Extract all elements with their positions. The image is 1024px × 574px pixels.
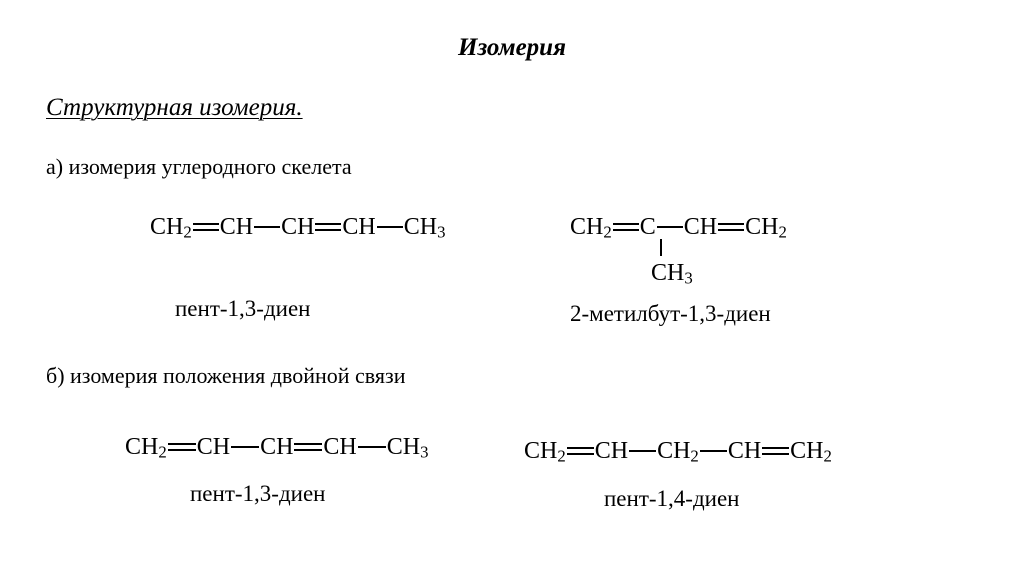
formula-group: CH	[260, 434, 294, 460]
page-title: Изомерия	[458, 34, 566, 61]
formula-group: $CH_2$	[657, 438, 699, 466]
double-bond	[567, 446, 594, 456]
formula-group: CH	[196, 434, 231, 460]
double-bond	[168, 442, 196, 452]
subtitle: Структурная изомерия.	[46, 94, 303, 121]
formula-group: CH	[727, 438, 762, 464]
formula-group: CH	[281, 214, 315, 240]
formula-pentadiene-1-3-b	[125, 434, 429, 462]
single-bond	[377, 222, 403, 232]
formula-group: $CH_2$	[570, 214, 612, 242]
section-b-heading: б) изомерия положения двойной связи	[46, 363, 406, 388]
name-pentadiene-1-3-a: пент-1,3-диен	[175, 296, 311, 321]
formula-group: $CH_3$	[386, 434, 429, 462]
name-pentadiene-1-3-b: пент-1,3-диен	[190, 481, 326, 506]
formula-group: $CH_3$	[651, 260, 693, 288]
formula-pentadiene-1-3-a	[150, 214, 446, 242]
formula-group: C	[639, 214, 656, 240]
double-bond	[718, 222, 744, 232]
formula-group: $CH_2$	[524, 438, 566, 466]
formula-group: $CH_2$	[790, 438, 832, 466]
double-bond	[613, 222, 639, 232]
double-bond	[762, 446, 789, 456]
single-bond	[700, 446, 727, 456]
formula-group: $CH_2$	[150, 214, 192, 242]
section-a-heading: а) изомерия углеродного скелета	[46, 154, 352, 179]
formula-pentadiene-1-4	[524, 438, 832, 466]
formula-group: $CH_2$	[745, 214, 787, 242]
name-methylbutadiene: 2-метилбут-1,3-диен	[570, 301, 771, 326]
branch-group	[651, 260, 693, 288]
single-bond	[254, 222, 280, 232]
formula-group: CH	[219, 214, 254, 240]
formula-group: $CH_3$	[403, 214, 446, 242]
double-bond	[193, 222, 219, 232]
single-bond	[657, 222, 683, 232]
single-bond	[629, 446, 656, 456]
formula-group: $CH_2$	[125, 434, 167, 462]
single-bond	[231, 442, 259, 452]
double-bond	[315, 222, 341, 232]
formula-group: CH	[342, 214, 376, 240]
formula-group: CH	[683, 214, 718, 240]
branch-bond	[660, 239, 662, 256]
name-pentadiene-1-4: пент-1,4-диен	[604, 486, 740, 511]
formula-methylbutadiene	[570, 214, 787, 242]
formula-group: CH	[594, 438, 629, 464]
double-bond	[294, 442, 322, 452]
single-bond	[358, 442, 386, 452]
formula-group: CH	[323, 434, 357, 460]
